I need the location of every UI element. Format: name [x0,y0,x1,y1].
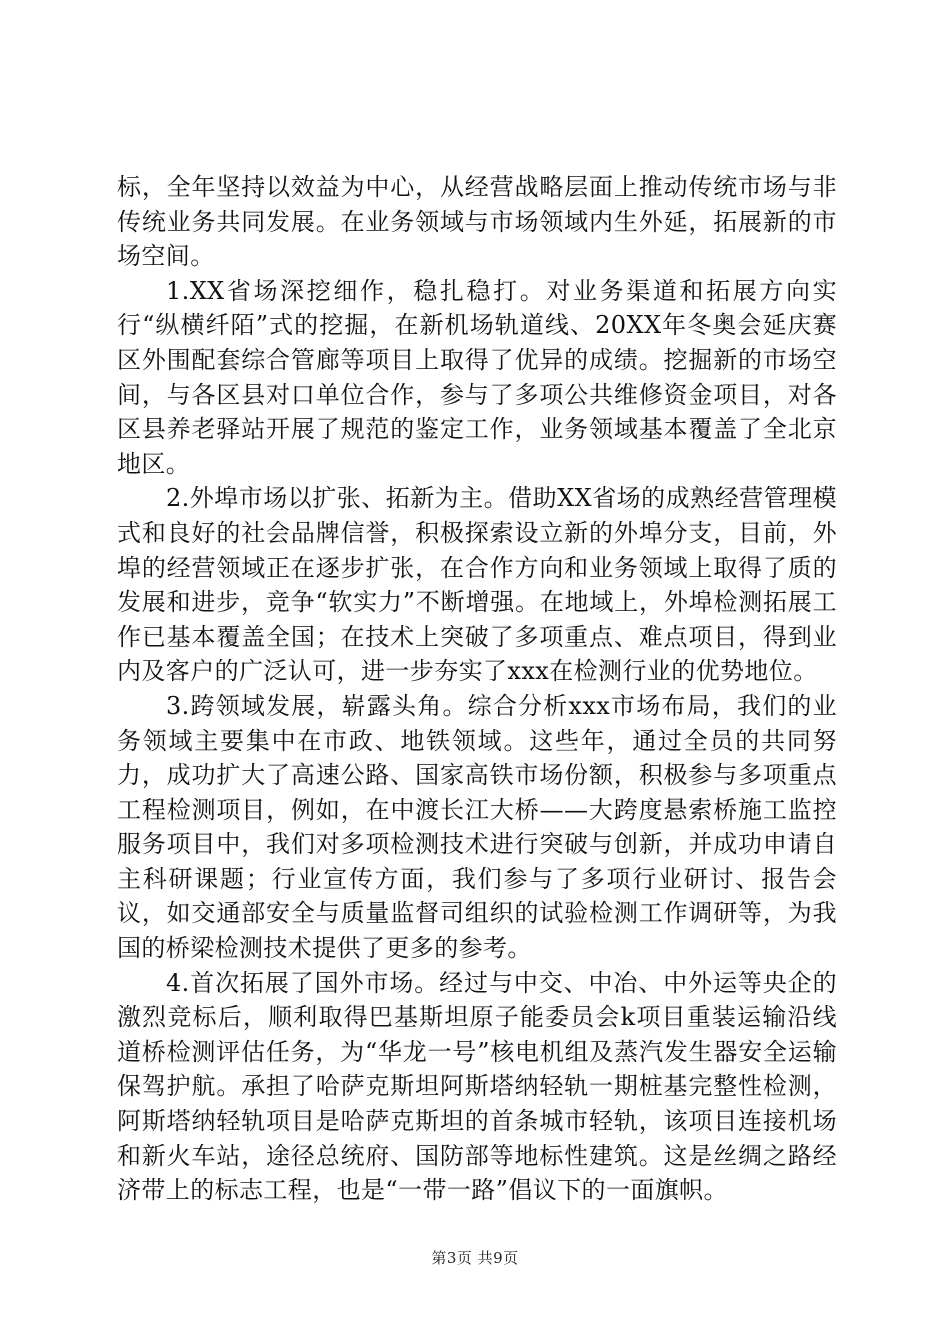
paragraph-item-3: 3.跨领域发展，崭露头角。综合分析xxx市场布局，我们的业务领域主要集中在市政、地铁领域。这些年，通过全员的共同努力，成功扩大了高速公路、国家高铁市场份额，积极参与多项重点工程检测项目，例如，在中渡长江大桥——大跨度悬索桥施工监控服务项目中，我们对多项检测技术进行突破与创新，并成功申请自主科研课题；行业宣传方面，我们参与了多项行业研讨、报告会议，如交通部安全与质量监督司组织的试验检测工作调研等，为我国的桥梁检测技术提供了更多的参考。 [117,691,837,963]
document-body [117,170,837,1208]
paragraph-item-1: 1.XX省场深挖细作，稳扎稳打。对业务渠道和拓展方向实行“纵横纤陌”式的挖掘，在新机场轨道线、20XX年冬奥会延庆赛区外围配套综合管廊等项目上取得了优异的成绩。挖掘新的市场空间，与各区县对口单位合作，参与了多项公共维修资金项目，对各区县养老驿站开展了规范的鉴定工作，业务领域基本覆盖了全北京地区。 [117,276,837,478]
paragraph-continuation: 标，全年坚持以效益为中心，从经营战略层面上推动传统市场与非传统业务共同发展。在业务领域与市场领域内生外延，拓展新的市场空间。 [117,173,837,271]
paragraph-item-4: 4.首次拓展了国外市场。经过与中交、中冶、中外运等央企的激烈竞标后，顺利取得巴基斯坦原子能委员会k项目重装运输沿线道桥检测评估任务，为“华龙一号”核电机组及蒸汽发生器安全运输保驾护航。承担了哈萨克斯坦阿斯塔纳轻轨一期桩基完整性检测，阿斯塔纳轻轨项目是哈萨克斯坦的首条城市轻轨，该项目连接机场和新火车站，途径总统府、国防部等地标性建筑。这是丝绸之路经济带上的标志工程，也是“一带一路”倡议下的一面旗帜。 [117,968,838,1205]
paragraph-item-2: 2.外埠市场以扩张、拓新为主。借助XX省场的成熟经营管理模式和良好的社会品牌信誉，积极探索设立新的外埠分支，目前，外埠的经营领域正在逐步扩张，在合作方向和业务领域上取得了质的发展和进步，竞争“软实力”不断增强。在地域上，外埠检测拓展工作已基本覆盖全国；在技术上突破了多项重点、难点项目，得到业内及客户的广泛认可，进一步夯实了xxx在检测行业的优势地位。 [117,484,837,686]
page-number-footer: 第3页 共9页 [431,1249,519,1267]
